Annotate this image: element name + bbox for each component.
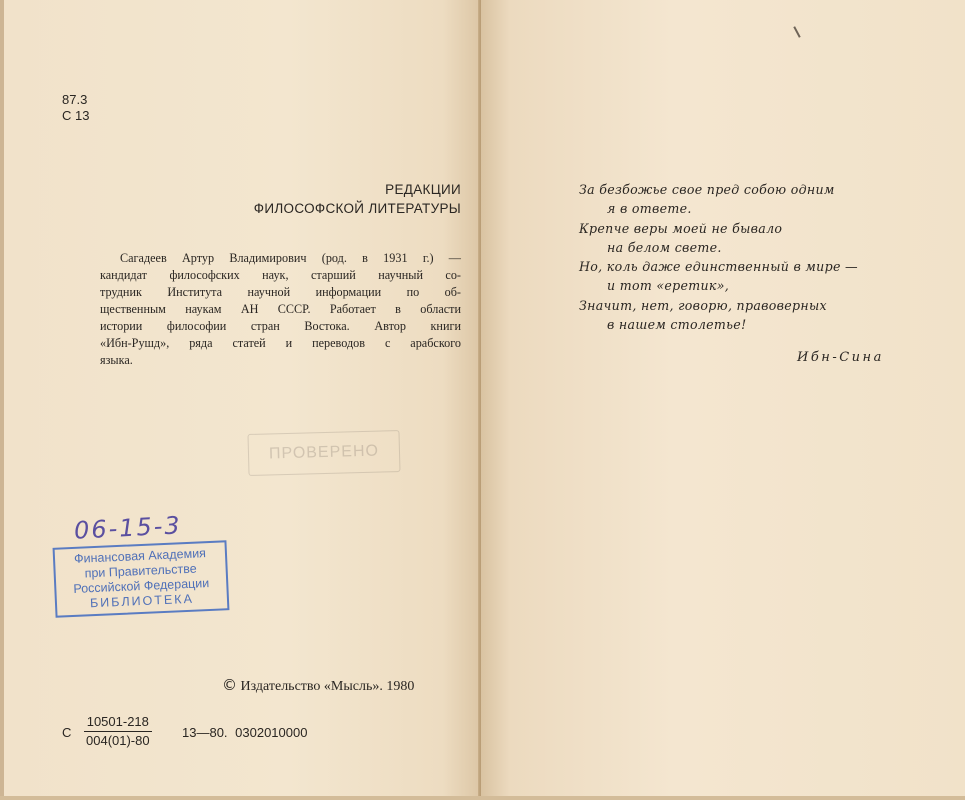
editorial-line-2: ФИЛОСОФСКОЙ ЛИТЕРАТУРЫ xyxy=(253,201,461,216)
index-denominator: 004(01)-80 xyxy=(86,733,150,748)
stamp-line-2: при Правительстве xyxy=(84,561,197,581)
publisher-text: Издательство «Мысль». 1980 xyxy=(240,679,415,694)
epigraph-poem xyxy=(579,180,858,334)
page-edge xyxy=(0,0,4,800)
poem-line: Значит, нет, говорю, правоверных xyxy=(579,297,827,313)
index-letter: С xyxy=(62,725,72,740)
library-stamp xyxy=(53,540,230,618)
poem-line: Крепче веры моей не бывало xyxy=(579,220,783,236)
bio-line: языка. xyxy=(100,353,133,367)
poem-line: Но, коль даже единственный в мире — xyxy=(579,259,858,275)
poem-line: и тот «еретик», xyxy=(607,278,730,294)
bio-line: трудник Института научной информации по об- xyxy=(100,285,461,299)
poem-line: За безбожье свое пред собою одним xyxy=(579,182,835,197)
copyright-line xyxy=(222,676,414,695)
bbk-code: 87.3 xyxy=(62,92,88,107)
editorial-heading xyxy=(161,180,461,218)
page-bottom-edge xyxy=(0,796,965,800)
bbk-classification xyxy=(62,92,89,124)
editorial-line-1: РЕДАКЦИИ xyxy=(385,182,461,197)
bio-line: истории философии стран Востока. Автор книги xyxy=(100,319,461,333)
author-mark: С 13 xyxy=(62,108,90,123)
bio-line: щественным наукам АН СССР. Работает в области xyxy=(100,302,461,316)
faint-verification-stamp: ПРОВЕРЕНО xyxy=(247,430,400,476)
author-bio xyxy=(100,250,461,369)
index-codes: 13—80. 0302010000 xyxy=(182,725,308,740)
handwritten-inventory-number: 06-15-3 xyxy=(73,511,183,545)
poem-line: я в ответе. xyxy=(607,201,692,217)
left-page xyxy=(0,0,481,800)
poem-line: в нашем столетье! xyxy=(607,317,747,333)
right-page xyxy=(481,0,965,800)
poem-line: на белом свете. xyxy=(607,239,722,255)
bio-line: «Ибн-Рушд», ряда статей и переводов с арабского xyxy=(100,336,461,350)
stamp-line-1: Финансовая Академия xyxy=(73,546,207,566)
epigraph-author: Ибн-Сина xyxy=(797,350,884,365)
copyright-sign: © xyxy=(222,676,237,694)
stamp-line-4: БИБЛИОТЕКА xyxy=(89,591,195,611)
bio-line: кандидат философских наук, старший научный со- xyxy=(100,268,461,282)
bio-line: Сагадеев Артур Владимирович (род. в 1931 г.) — xyxy=(120,251,461,265)
index-numerator: 10501-218 xyxy=(84,714,152,732)
stamp-line-3: Российской Федерации xyxy=(73,576,210,596)
index-fraction xyxy=(84,714,152,749)
